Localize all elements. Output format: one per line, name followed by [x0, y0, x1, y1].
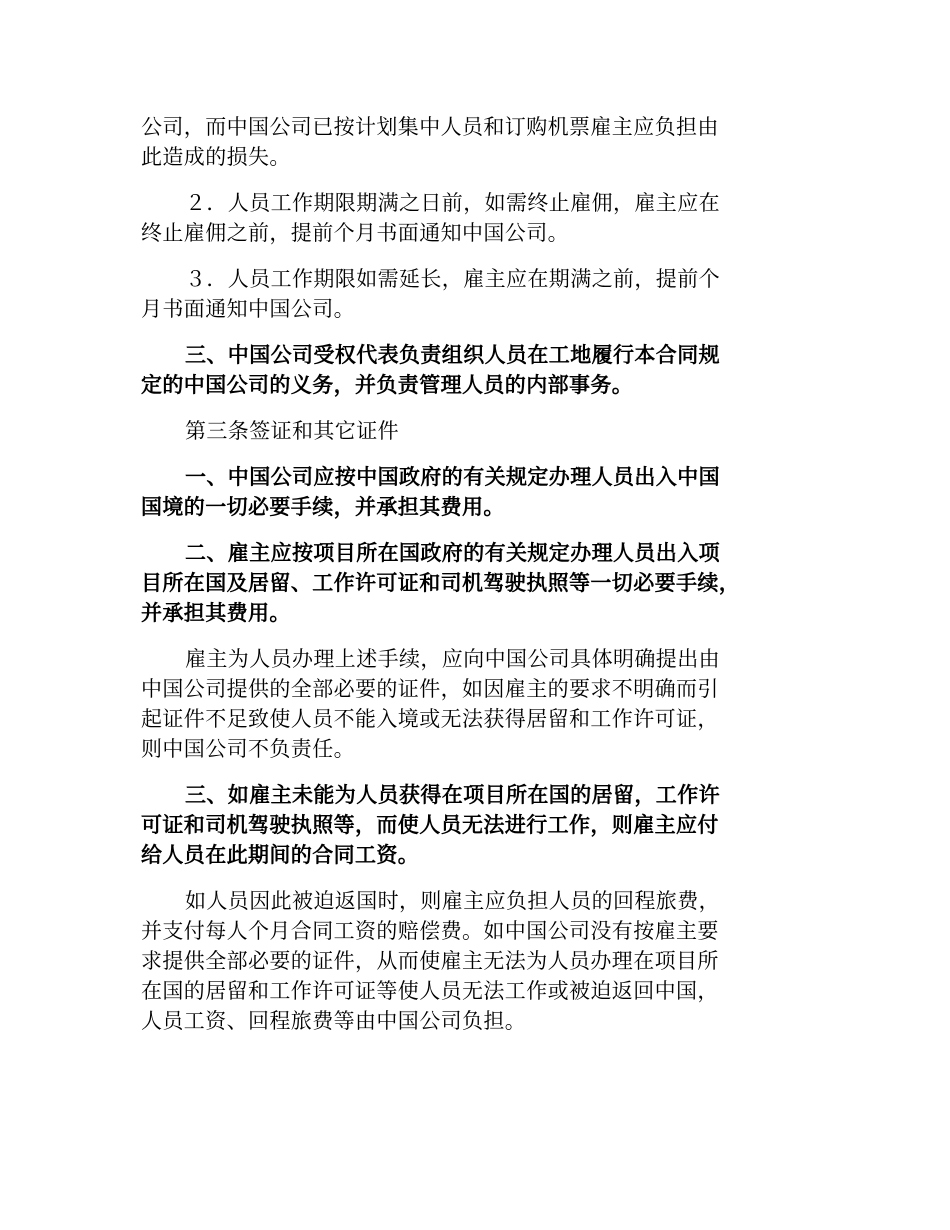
text-line: 此造成的损失。: [141, 145, 291, 169]
text-line: 并承担其费用。: [141, 600, 291, 625]
paragraph-section-3-representative: [141, 340, 821, 400]
paragraph-section-3-wages: [141, 780, 821, 870]
text-line: 终止雇佣之前，提前个月书面通知中国公司。: [141, 221, 569, 245]
text-line: 三、中国公司受权代表负责组织人员在工地履行本合同规: [185, 342, 720, 367]
text-line: 则中国公司不负责任。: [141, 737, 355, 761]
section-heading: 第三条签证和其它证件: [185, 419, 399, 443]
paragraph-section-2-employer-permits: [141, 538, 821, 628]
paragraph-employer-loss: [141, 112, 821, 172]
text-line: 定的中国公司的义务，并负责管理人员的内部事务。: [141, 372, 634, 397]
text-line: 人员工资、回程旅费等由中国公司负担。: [141, 1009, 527, 1033]
text-line: 月书面通知中国公司。: [141, 297, 355, 321]
text-line: 二、雇主应按项目所在国政府的有关规定办理人员出入项: [185, 540, 720, 565]
document-page: [141, 112, 821, 1036]
text-line: 并支付每人个月合同工资的赔偿费。如中国公司没有按雇主要: [141, 919, 719, 943]
text-line: 中国公司提供的全部必要的证件，如因雇主的要求不明确而引: [141, 677, 719, 701]
paragraph-section-1-china-exit: [141, 462, 821, 522]
text-line: 国境的一切必要手续，并承担其费用。: [141, 494, 505, 519]
text-line: 公司，而中国公司已按计划集中人员和订购机票雇主应负担由: [141, 115, 719, 139]
text-line: 起证件不足致使人员不能入境或无法获得居留和工作许可证，: [141, 707, 719, 731]
text-line: 可证和司机驾驶执照等，而使人员无法进行工作，则雇主应付: [141, 812, 719, 837]
paragraph-clause-2-termination: [141, 188, 821, 248]
paragraph-clause-3-extension: [141, 264, 821, 324]
text-line: ３．人员工作期限如需延长，雇主应在期满之前，提前个: [185, 267, 720, 291]
text-line: 一、中国公司应按中国政府的有关规定办理人员出入中国: [185, 464, 720, 489]
text-line: 给人员在此期间的合同工资。: [141, 842, 420, 867]
paragraph-documents-required: [141, 644, 821, 764]
text-line: 如人员因此被迫返国时，则雇主应负担人员的回程旅费，: [185, 889, 720, 913]
text-line: 雇主为人员办理上述手续，应向中国公司具体明确提出由: [185, 647, 720, 671]
article-3-heading: [141, 416, 821, 446]
text-line: ２．人员工作期限期满之日前，如需终止雇佣，雇主应在: [185, 191, 720, 215]
text-line: 在国的居留和工作许可证等使人员无法工作或被迫返回中国，: [141, 979, 719, 1003]
text-line: 三、如雇主未能为人员获得在项目所在国的居留，工作许: [185, 782, 720, 807]
text-line: 求提供全部必要的证件，从而使雇主无法为人员办理在项目所: [141, 949, 719, 973]
text-line: 目所在国及居留、工作许可证和司机驾驶执照等一切必要手续，: [141, 570, 741, 595]
paragraph-repatriation: [141, 886, 821, 1036]
